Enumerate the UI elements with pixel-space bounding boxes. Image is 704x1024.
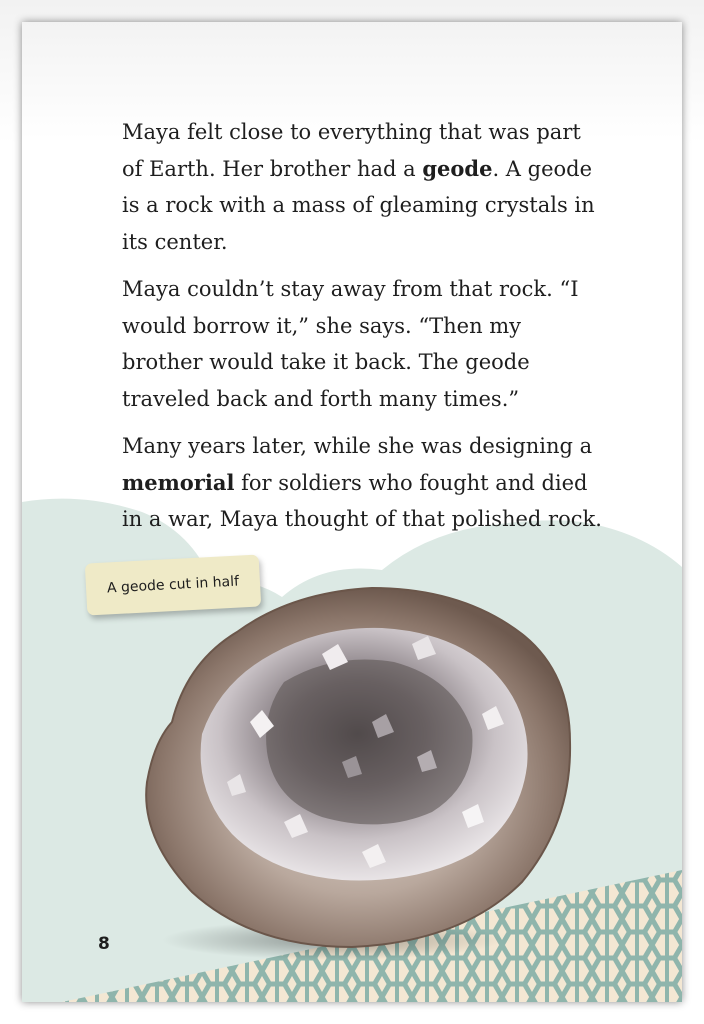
paragraph-2: Maya couldn’t stay away from that rock. “I would borrow it,” she says. “Then my brother would take it back. The geode traveled back and forth many times.” [122,277,579,411]
caption-text: A geode cut in half [106,573,240,597]
story-text [122,114,602,549]
page-number: 8 [98,934,110,954]
vocab-word-geode: geode [422,155,493,181]
book-page [22,22,682,1002]
image-caption [85,554,261,615]
paragraph-3: Many years later, while she was designing a memorial for soldiers who fought and died in a war, Maya thought of that polished rock. [122,434,602,531]
vocab-word-memorial: memorial [122,469,235,495]
paragraph-1: Maya felt close to everything that was part of Earth. Her brother had a geode. A geode is a rock with a mass of gleaming crystals in its center. [122,120,595,254]
